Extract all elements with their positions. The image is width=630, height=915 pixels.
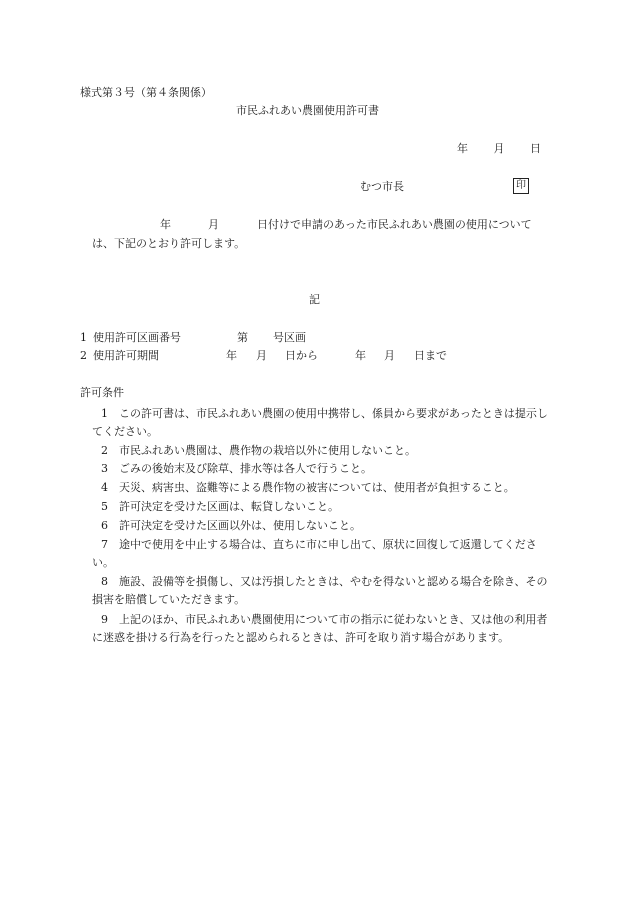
- condition-item: [80, 442, 554, 460]
- intro-month: 月: [208, 218, 219, 231]
- document-title: 市民ふれあい農園使用許可書: [236, 104, 379, 117]
- seal-mark: [513, 178, 529, 194]
- condition-text: 途中で使用を中止する場合は、直ちに市に申し出て、原状に回復して返還してください。: [92, 538, 537, 569]
- condition-number: 1: [101, 407, 108, 420]
- condition-text: 許可決定を受けた区画は、転貸しないこと。: [119, 500, 339, 513]
- item-part: 号区画: [273, 331, 306, 344]
- seal-icon: 印: [513, 178, 529, 194]
- condition-item: [80, 517, 554, 535]
- condition-text: 市民ふれあい農園は、農作物の栽培以外に使用しないこと。: [119, 444, 416, 457]
- issue-date-year: 年: [457, 142, 468, 155]
- condition-number: 8: [101, 575, 108, 588]
- condition-text: 施設、設備等を損傷し、又は汚損したときは、やむを得ないと認める場合を除き、その損害を賠償していただきます。: [92, 575, 548, 606]
- item-number: 2: [80, 349, 87, 362]
- condition-number: 6: [101, 519, 108, 532]
- condition-number: 3: [101, 462, 108, 475]
- condition-item: [80, 479, 554, 497]
- condition-item: [80, 573, 554, 608]
- condition-number: 9: [101, 613, 108, 626]
- item-part: 第: [237, 331, 248, 344]
- item-part: 年: [355, 349, 366, 362]
- item-part: 日まで: [414, 349, 447, 362]
- item-part: 日から: [285, 349, 318, 362]
- condition-text: 許可決定を受けた区画以外は、使用しないこと。: [119, 519, 361, 532]
- item-part: 年: [226, 349, 237, 362]
- item-number: 1: [80, 331, 87, 344]
- condition-text: この許可書は、市民ふれあい農園の使用中携帯し、係員から要求があったときは提示してください。: [92, 407, 548, 438]
- condition-item: [80, 498, 554, 516]
- conditions-heading: 許可条件: [80, 386, 124, 399]
- issue-date: [457, 142, 541, 156]
- issue-date-month: 月: [493, 142, 505, 155]
- item-label: 使用許可期間: [93, 349, 159, 362]
- condition-item: [80, 460, 554, 478]
- intro-text-line1: 日付けで申請のあった市民ふれあい農園の使用について: [257, 218, 532, 231]
- item-part: 月: [256, 349, 267, 362]
- form-number: 様式第３号（第４条関係）: [80, 86, 212, 99]
- condition-item: [80, 536, 554, 571]
- issuer-name: むつ市長: [360, 180, 404, 193]
- condition-number: 2: [101, 444, 108, 457]
- condition-item: [80, 405, 554, 440]
- item-label: 使用許可区画番号: [93, 331, 181, 344]
- condition-number: 7: [101, 538, 108, 551]
- condition-text: 上記のほか、市民ふれあい農園使用について市の指示に従わないとき、又は他の利用者に迷惑を掛ける行為を行ったと認められるときは、許可を取り消す場合があります。: [92, 613, 548, 644]
- item-part: 月: [384, 349, 395, 362]
- condition-text: 天災、病害虫、盗難等による農作物の被害については、使用者が負担すること。: [119, 481, 515, 494]
- condition-item: [80, 611, 554, 646]
- intro-text-line2: は、下記のとおり許可します。: [92, 237, 246, 250]
- condition-number: 5: [101, 500, 108, 513]
- issue-date-day: 日: [530, 142, 541, 155]
- ki-heading: 記: [309, 293, 320, 306]
- intro-year: 年: [160, 218, 171, 231]
- condition-text: ごみの後始末及び除草、排水等は各人で行うこと。: [119, 462, 372, 475]
- condition-number: 4: [101, 481, 108, 494]
